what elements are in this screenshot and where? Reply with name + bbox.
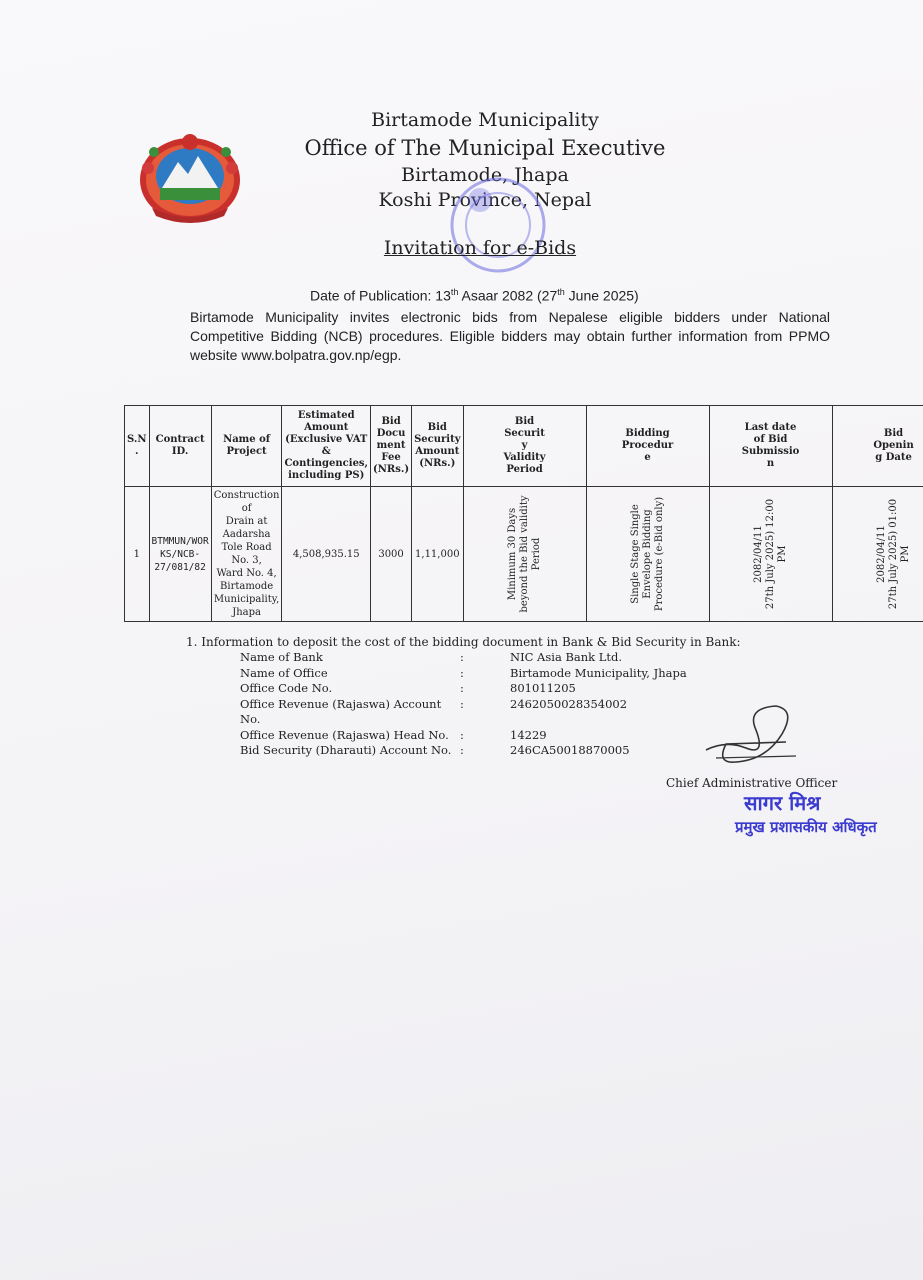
bank-sep: :: [460, 743, 464, 757]
office-location: Birtamode, Jhapa: [401, 164, 569, 186]
bank-sep: :: [460, 727, 464, 742]
list-item: [240, 743, 710, 759]
header-sn: S.N .: [125, 406, 150, 487]
bank-value: NIC Asia Bank Ltd.: [510, 650, 623, 664]
bank-sep: :: [460, 696, 464, 711]
signatory-title: Chief Administrative Officer: [666, 776, 838, 790]
bank-sep: :: [460, 681, 464, 695]
bank-label: Bid Security (Dharauti) Account No.: [240, 743, 452, 757]
validity-text: Minimum 30 Days beyond the Bid validity Period: [506, 495, 542, 613]
header-contract-id: Contract ID.: [149, 406, 211, 487]
signature-icon: [696, 700, 806, 772]
province-country: Koshi Province, Nepal: [378, 189, 592, 211]
list-item: [240, 666, 710, 682]
document-title: Invitation for e-Bids: [383, 237, 577, 259]
nepali-title: प्रमुख प्रशासकीय अधिकृत: [735, 818, 877, 836]
cell-opening: [832, 487, 923, 622]
header-amount: Estimated Amount (Exclusive VAT & Contingencies, including PS): [282, 406, 371, 487]
bank-info-list: [240, 650, 710, 759]
bank-value: 14229: [510, 727, 547, 742]
cell-last-date: [709, 487, 832, 622]
bank-label: Name of Bank: [240, 650, 323, 664]
header-security: Bid Security Amount (NRs.): [412, 406, 463, 487]
bank-value: Birtamode Municipality, Jhapa: [510, 665, 687, 680]
header-validity: Bid Securit y Validity Period: [463, 406, 586, 487]
bank-sep: :: [460, 650, 464, 664]
bids-table: [124, 405, 923, 622]
nepal-emblem-icon: [134, 128, 246, 226]
cell-validity: [463, 487, 586, 622]
list-item: [240, 697, 710, 728]
opening-text: 2082/04/11 27th July 2025) 01:00 PM: [875, 498, 911, 610]
header-project: Name of Project: [211, 406, 282, 487]
bank-label: Office Revenue (Rajaswa) Head No.: [240, 727, 449, 742]
cell-contract-id: BTMMUN/WOR KS/NCB- 27/081/82: [149, 487, 211, 622]
header-opening: Bid Openin g Date: [832, 406, 923, 487]
office-name: Office of The Municipal Executive: [304, 136, 666, 160]
bank-sep: :: [460, 665, 464, 680]
table-header-row: [125, 406, 923, 487]
list-item: [240, 681, 710, 697]
cell-fee: 3000: [371, 487, 412, 622]
municipality-name: Birtamode Municipality: [371, 109, 599, 131]
bank-value: 2462050028354002: [510, 696, 628, 711]
procedure-text: Single Stage Single Envelope Bidding Procedure (e-Bid only): [629, 496, 665, 612]
last-date-text: 2082/04/11 27th July 2025) 12:00 PM: [752, 498, 788, 610]
bank-value: 246CA50018870005: [510, 743, 630, 757]
header-fee: Bid Docu ment Fee (NRs.): [371, 406, 412, 487]
list-item: [240, 650, 710, 666]
intro-paragraph: Birtamode Municipality invites electronic bids from Nepalese eligible bidders under National Competitive Bidding (NCB) procedures. Eligible bidders may obtain further information from PPMO website www.bolpatra.gov.np/egp.: [190, 309, 830, 363]
list-item: [240, 728, 710, 744]
bank-label: Office Code No.: [240, 681, 333, 695]
publication-date: Date of Publication: 13th Asaar 2082 (27th June 2025): [310, 287, 639, 304]
office-stamp-icon: [438, 170, 558, 280]
header-last-date: Last date of Bid Submissio n: [709, 406, 832, 487]
cell-amount: 4,508,935.15: [282, 487, 371, 622]
cell-project: Construction of Drain at Aadarsha Tole Road No. 3, Ward No. 4, Birtamode Municipality, Jhapa: [211, 487, 282, 622]
nepali-title-stamp: [731, 812, 901, 840]
cell-procedure: [586, 487, 709, 622]
cell-security: 1,11,000: [412, 487, 463, 622]
bank-label: Office Revenue (Rajaswa) Account No.: [240, 696, 442, 726]
header-procedure: Bidding Procedur e: [586, 406, 709, 487]
bank-info-heading: 1. Information to deposit the cost of the bidding document in Bank & Bid Security in Bank:: [186, 635, 741, 649]
table-row: [125, 487, 923, 622]
bank-label: Name of Office: [240, 665, 328, 680]
nepali-name: सागर मिश्र: [744, 791, 821, 815]
bank-value: 801011205: [510, 681, 576, 695]
cell-sn: 1: [125, 487, 150, 622]
